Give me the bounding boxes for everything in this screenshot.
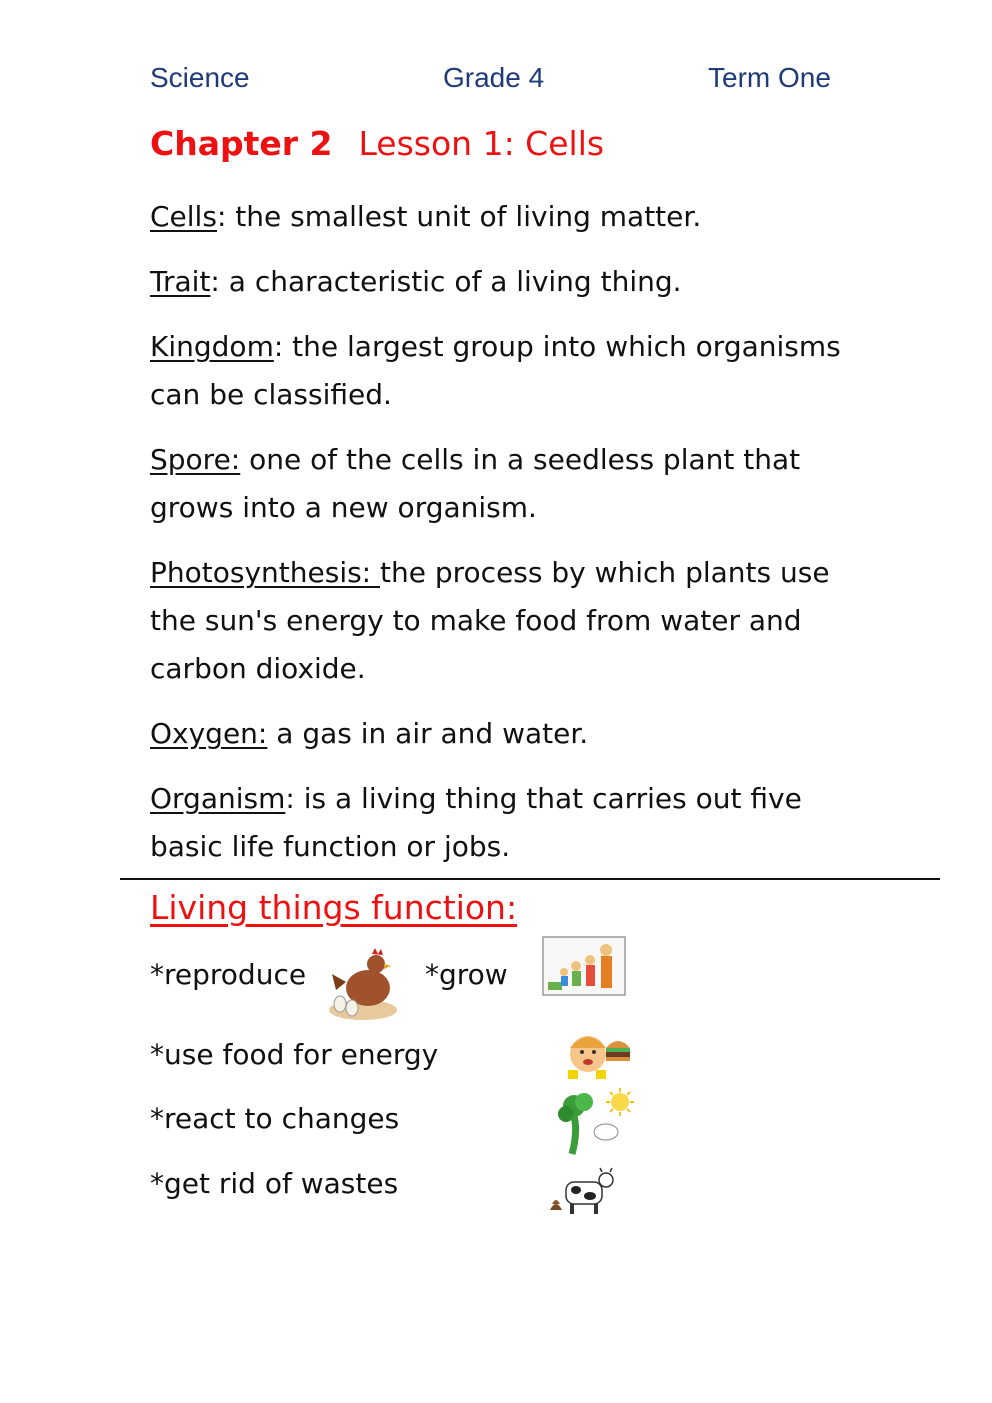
definition-term: Spore: bbox=[150, 443, 241, 476]
definition-text: the process by which plants use the sun's energy to make food from water and carbon dioxide. bbox=[150, 556, 830, 685]
definition-text: : a characteristic of a living thing. bbox=[210, 265, 682, 298]
definition-term: Oxygen: bbox=[150, 717, 268, 750]
function-grow: *grow bbox=[425, 958, 508, 991]
header-subject: Science bbox=[150, 62, 250, 93]
header-term: Term One bbox=[708, 62, 831, 93]
function-react: *react to changes bbox=[150, 1102, 400, 1135]
definition-term: Photosynthesis: bbox=[150, 556, 381, 589]
definition-term: Trait bbox=[150, 265, 211, 298]
definition-text: : is a living thing that carries out five basic life function or jobs. bbox=[150, 782, 802, 863]
definition-trait bbox=[150, 258, 850, 306]
definition-spore bbox=[150, 436, 850, 532]
child-eating-burger-icon bbox=[562, 1026, 634, 1080]
definition-photosynthesis bbox=[150, 549, 850, 693]
definition-term: Cells bbox=[150, 200, 217, 233]
chapter-label: Chapter 2 bbox=[150, 124, 333, 163]
definitions-list bbox=[150, 193, 850, 888]
hen-with-eggs-icon bbox=[326, 942, 400, 1022]
page-title bbox=[150, 124, 604, 163]
definition-text: : the largest group into which organisms can be classified. bbox=[150, 330, 841, 411]
definition-term: Kingdom bbox=[150, 330, 274, 363]
definition-organism bbox=[150, 775, 850, 871]
plant-turning-to-sun-icon bbox=[550, 1088, 634, 1158]
header-grade: Grade 4 bbox=[443, 62, 545, 93]
definition-text: a gas in air and water. bbox=[267, 717, 589, 750]
function-wastes: *get rid of wastes bbox=[150, 1167, 399, 1200]
functions-section-title: Living things function: bbox=[150, 888, 518, 927]
definition-cells bbox=[150, 193, 850, 241]
definition-kingdom bbox=[150, 323, 850, 419]
lesson-label: Lesson 1: Cells bbox=[358, 124, 605, 163]
growing-children-icon bbox=[542, 936, 626, 996]
section-divider bbox=[120, 878, 940, 880]
definition-oxygen bbox=[150, 710, 850, 758]
function-reproduce: *reproduce bbox=[150, 958, 307, 991]
definition-term: Organism bbox=[150, 782, 286, 815]
function-use-food: *use food for energy bbox=[150, 1038, 439, 1071]
definition-text: one of the cells in a seedless plant that grows into a new organism. bbox=[150, 443, 801, 524]
cow-with-waste-icon bbox=[546, 1166, 616, 1218]
definition-text: : the smallest unit of living matter. bbox=[216, 200, 702, 233]
